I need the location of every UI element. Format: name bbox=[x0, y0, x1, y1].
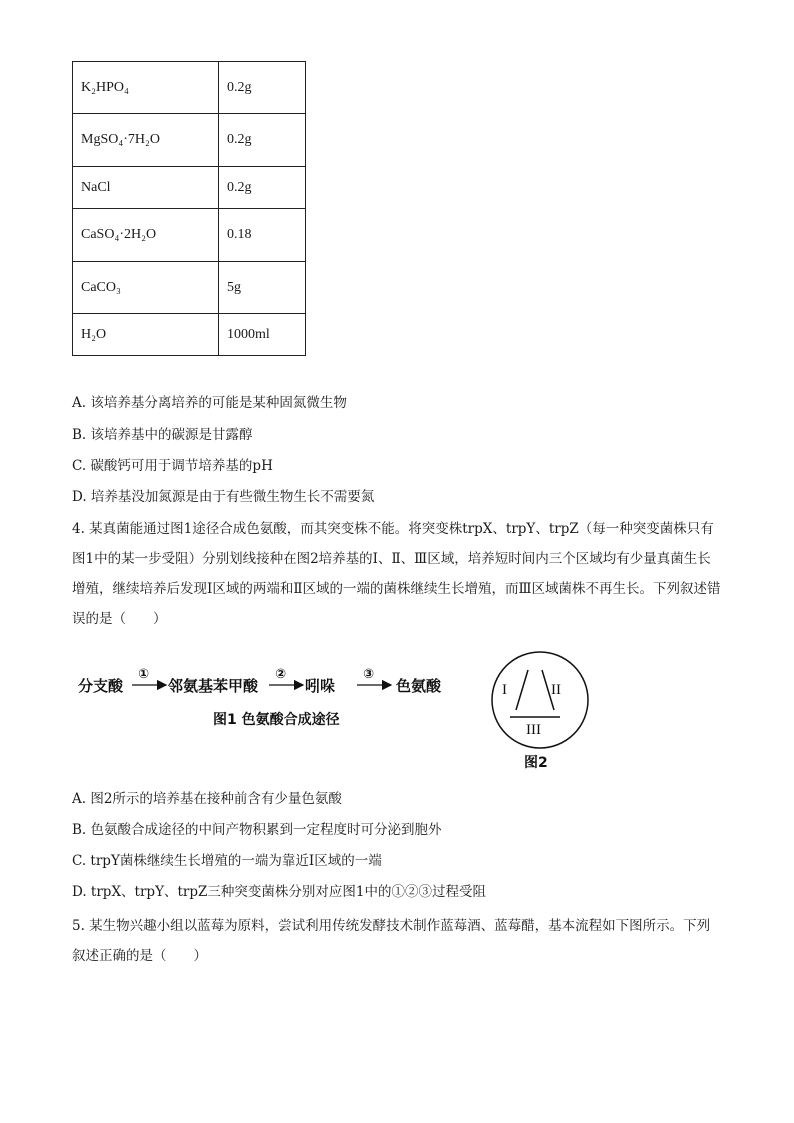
q3-option-d: D. 培养基没加氮源是由于有些微生物生长不需要氮 bbox=[72, 489, 375, 505]
table-row bbox=[73, 209, 306, 262]
table-row bbox=[73, 114, 306, 167]
table-row bbox=[73, 62, 306, 114]
step-2-label: ② bbox=[275, 667, 287, 682]
zone-label-ii: II bbox=[551, 682, 561, 698]
q3-option-a: A. 该培养基分离培养的可能是某种固氮微生物 bbox=[72, 395, 347, 411]
compound-chorismate: 分支酸 bbox=[78, 677, 124, 695]
q5-stem: 5. 某生物兴趣小组以蓝莓为原料，尝试利用传统发酵技术制作蓝莓酒、蓝莓醋，基本流程如下图所示。下列叙述正确的是（ ） bbox=[72, 918, 711, 964]
figure-1-caption: 图1 色氨酸合成途径 bbox=[213, 712, 340, 728]
q3-option-c: C. 碳酸钙可用于调节培养基的pH bbox=[72, 458, 273, 474]
q4-option-c: C. trpY菌株继续生长增殖的一端为靠近Ⅰ区域的一端 bbox=[72, 853, 382, 869]
compound-tryptophan: 色氨酸 bbox=[396, 677, 442, 695]
step-3-label: ③ bbox=[363, 667, 375, 682]
zone-label-i: I bbox=[502, 682, 507, 698]
table-row bbox=[73, 167, 306, 209]
zone-label-iii: III bbox=[526, 722, 541, 738]
q3-option-b: B. 该培养基中的碳源是甘露醇 bbox=[72, 427, 253, 443]
medium-composition-table bbox=[72, 61, 306, 356]
table-cell-name: K₂HPO₄ bbox=[73, 62, 219, 114]
q4-stem: 4. 某真菌能通过图1途径合成色氨酸，而其突变株不能。将突变株trpX、trpY、trpZ（每一种突变菌株只有图1中的某一步受阻）分别划线接种在图2培养基的Ⅰ、Ⅱ、Ⅲ区域，培养短时间内三个区域均有少量真菌生长增殖，继续培养后发现Ⅰ区域的两端和Ⅱ区域的一端的菌株继续生长增殖，而Ⅲ区域菌株不再生长。下列叙述错误的是（ ） bbox=[72, 521, 721, 627]
q4-option-d: D. trpX、trpY、trpZ三种突变菌株分别对应图1中的①②③过程受阻 bbox=[72, 884, 486, 900]
table-cell-amount: 0.2g bbox=[219, 167, 306, 209]
table-cell-name: MgSO₄·7H₂O bbox=[73, 114, 219, 167]
table-row bbox=[73, 314, 306, 356]
table-cell-name: H₂O bbox=[73, 314, 219, 356]
table-cell-amount: 0.18 bbox=[219, 209, 306, 262]
table-cell-name: NaCl bbox=[73, 167, 219, 209]
streak-zone-i bbox=[516, 670, 528, 710]
table-row bbox=[73, 262, 306, 314]
table-cell-name: CaCO₃ bbox=[73, 262, 219, 314]
table-cell-amount: 0.2g bbox=[219, 114, 306, 167]
figure-1-pathway bbox=[78, 664, 458, 734]
q4-option-b: B. 色氨酸合成途径的中间产物积累到一定程度时可分泌到胞外 bbox=[72, 822, 442, 838]
compound-indole: 吲哚 bbox=[305, 677, 336, 695]
q4-option-a: A. 图2所示的培养基在接种前含有少量色氨酸 bbox=[72, 791, 342, 807]
table-cell-amount: 5g bbox=[219, 262, 306, 314]
figure-2-plate bbox=[480, 650, 600, 775]
table-cell-name: CaSO₄·2H₂O bbox=[73, 209, 219, 262]
table-cell-amount: 1000ml bbox=[219, 314, 306, 356]
step-1-label: ① bbox=[138, 667, 150, 682]
figure-2-caption: 图2 bbox=[524, 755, 548, 771]
compound-anthranilate: 邻氨基苯甲酸 bbox=[168, 677, 259, 695]
table-cell-amount: 0.2g bbox=[219, 62, 306, 114]
